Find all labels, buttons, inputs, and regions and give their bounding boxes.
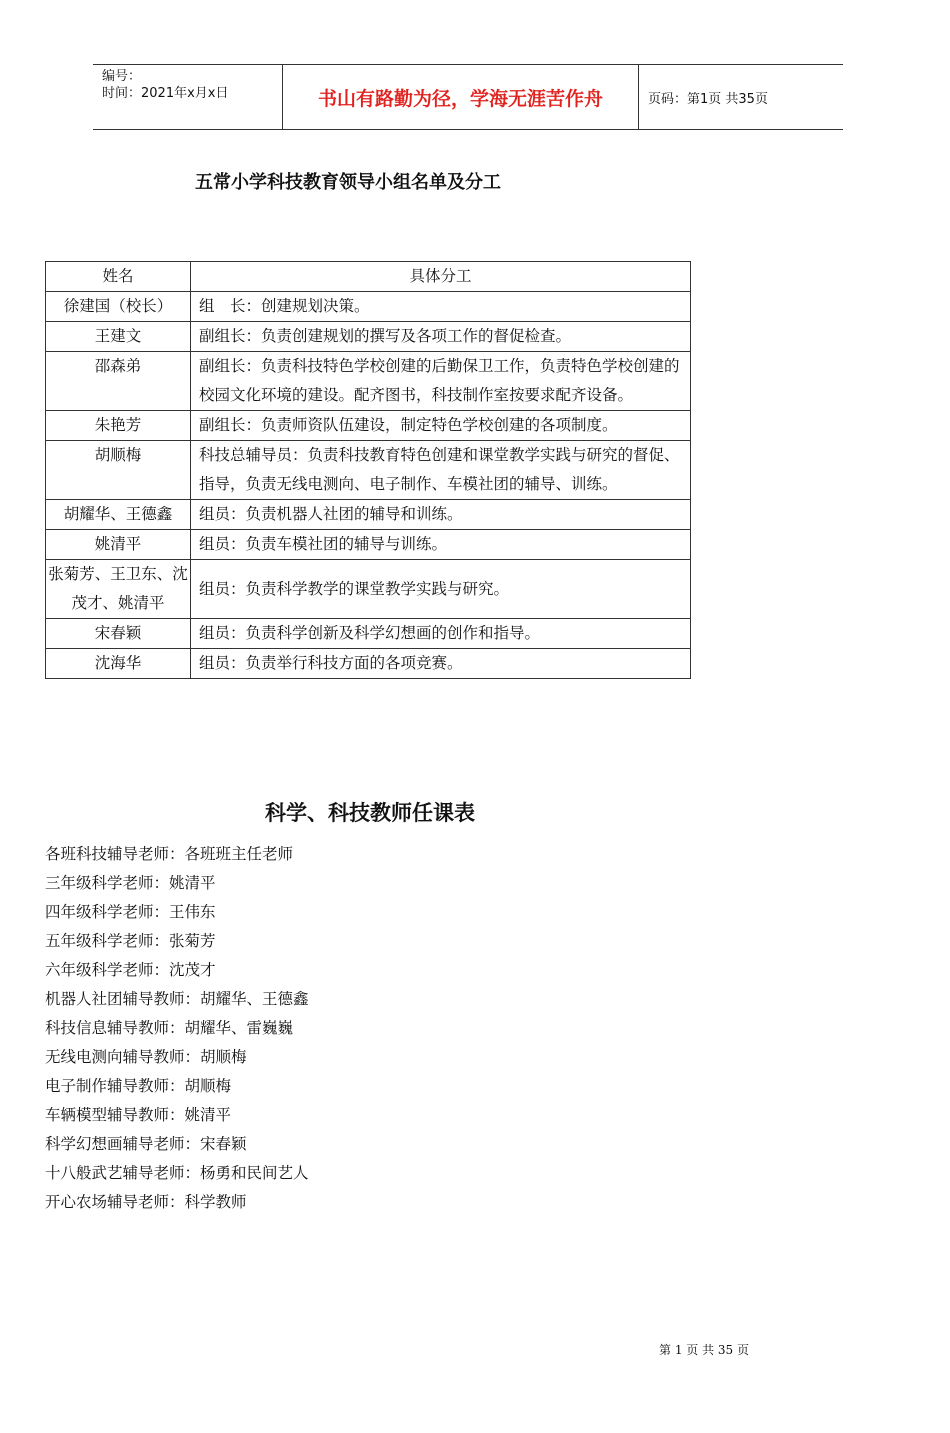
page-footer: 第 1 页 共 35 页	[659, 1343, 749, 1357]
list-item: 电子制作辅导教师：胡顺梅	[45, 1077, 232, 1095]
table-row	[46, 500, 691, 530]
table-row	[46, 441, 691, 500]
list-item: 三年级科学老师：姚清平	[45, 874, 216, 892]
section-subtitle: 科学、科技教师任课表	[265, 801, 475, 825]
table-row	[46, 649, 691, 679]
row-duty: 科技总辅导员：负责科技教育特色创建和课堂教学实践与研究的督促、指导，负责无线电测向、电子制作、车模社团的辅导、训练。	[191, 441, 691, 500]
page-header	[93, 64, 843, 130]
row-name: 张菊芳、王卫东、沈茂才、姚清平	[46, 560, 191, 619]
row-name: 沈海华	[46, 649, 191, 679]
row-duty: 组员：负责科学创新及科学幻想画的创作和指导。	[191, 619, 691, 649]
row-duty: 组员：负责车模社团的辅导与训练。	[191, 530, 691, 560]
list-item: 机器人社团辅导教师：胡耀华、王德鑫	[45, 990, 309, 1008]
row-name: 王建文	[46, 322, 191, 352]
list-item: 五年级科学老师：张菊芳	[45, 932, 216, 950]
list-item: 车辆模型辅导教师：姚清平	[45, 1106, 232, 1124]
row-name: 姚清平	[46, 530, 191, 560]
row-name: 宋春颖	[46, 619, 191, 649]
row-duty: 副组长：负责师资队伍建设，制定特色学校创建的各项制度。	[191, 411, 691, 441]
row-name: 徐建国（校长）	[46, 292, 191, 322]
list-item: 六年级科学老师：沈茂才	[45, 961, 216, 979]
row-name: 邵森弟	[46, 352, 191, 411]
table-row	[46, 560, 691, 619]
row-duty: 副组长：负责创建规划的撰写及各项工作的督促检查。	[191, 322, 691, 352]
row-name: 胡顺梅	[46, 441, 191, 500]
row-duty: 副组长：负责科技特色学校创建的后勤保卫工作，负责特色学校创建的校园文化环境的建设。配齐图书，科技制作室按要求配齐设备。	[191, 352, 691, 411]
list-item: 各班科技辅导老师：各班班主任老师	[45, 845, 294, 863]
row-name: 朱艳芳	[46, 411, 191, 441]
table-row	[46, 322, 691, 352]
time-label: 时间：2021年x月x日	[102, 86, 229, 101]
header-motto: 书山有路勤为径，学海无涯苦作舟	[283, 65, 639, 129]
table-row	[46, 352, 691, 411]
table-header-row	[46, 262, 691, 292]
teacher-list	[45, 840, 309, 1217]
table-row	[46, 530, 691, 560]
list-item: 十八般武艺辅导老师：杨勇和民间艺人	[45, 1164, 309, 1182]
list-item: 无线电测向辅导教师：胡顺梅	[45, 1048, 247, 1066]
table-row	[46, 411, 691, 441]
row-duty: 组员：负责科学教学的课堂教学实践与研究。	[191, 560, 691, 619]
number-label: 编号：	[102, 69, 142, 84]
roles-table	[45, 261, 691, 679]
list-item: 科技信息辅导教师：胡耀华、雷巍巍	[45, 1019, 294, 1037]
row-duty: 组 长：创建规划决策。	[191, 292, 691, 322]
header-meta	[93, 65, 283, 129]
header-name: 姓名	[46, 262, 191, 292]
row-name: 胡耀华、王德鑫	[46, 500, 191, 530]
header-page-info: 页码：第1页 共35页	[648, 91, 768, 107]
table-row	[46, 292, 691, 322]
list-item: 四年级科学老师：王伟东	[45, 903, 216, 921]
table-row	[46, 619, 691, 649]
list-item: 开心农场辅导老师：科学教师	[45, 1193, 247, 1211]
header-duty: 具体分工	[191, 262, 691, 292]
row-duty: 组员：负责举行科技方面的各项竞赛。	[191, 649, 691, 679]
list-item: 科学幻想画辅导老师：宋春颖	[45, 1135, 247, 1153]
row-duty: 组员：负责机器人社团的辅导和训练。	[191, 500, 691, 530]
document-title: 五常小学科技教育领导小组名单及分工	[195, 172, 501, 193]
